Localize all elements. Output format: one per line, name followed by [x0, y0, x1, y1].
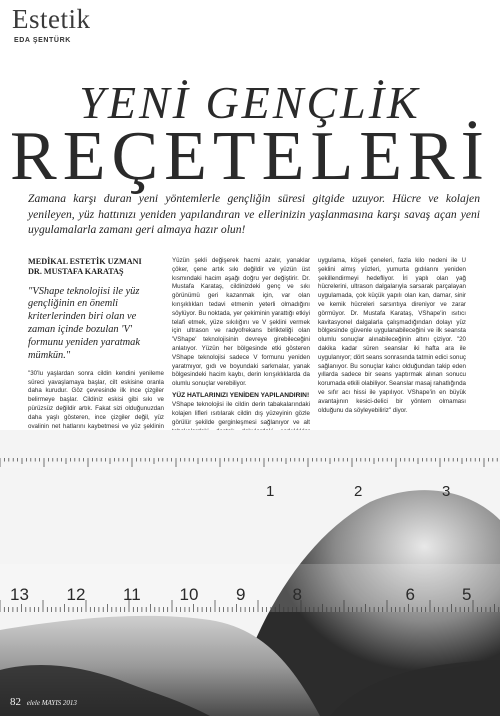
ruler-label: 9 — [236, 585, 246, 604]
headline-line-1: YENİ GENÇLİK — [79, 77, 421, 128]
article-column-3 — [318, 257, 466, 415]
ruler-label: 11 — [123, 585, 141, 604]
pull-quote: "VShape teknolojisi ile yüz gençliğinin en önemli kriterlerinden biri olan ve zaman içinde bozulan 'V' formunu yeniden yaratmak mümkün." — [28, 285, 140, 361]
author-name: EDA ŞENTÜRK — [14, 37, 71, 44]
ruler-label: 10 — [179, 585, 199, 604]
byline-title: MEDİKAL ESTETİK UZMANI — [28, 257, 142, 266]
ruler-label: 5 — [462, 585, 472, 604]
body-paragraph: Yüzün şekli değişerek hacmi azalır, yanaklar çöker, çene artık sıkı değildir ve yüzün üst kısmındaki hacim aşağı doğru yer değiştirir. Dr. Mustafa Karataş, cildinizdeki genç ve sıkı görünümü geri kazanmak için, var olan kırışıklıkları tedavi etmenin yeterli olmadığını söylüyor. Bu noktada, yer çekiminin yarattığı etkiyi telafi etmek, yüze sıkılığını ve V şeklini vermek için ultrason ve radyofrekans birlikteliği olan 'VShape' teknolojisinin devreye girebileceğini anlatıyor. Yüzün her bölgesinde etki gösteren VShape teknolojisi sadece V formunu yeniden yaratmıyor, gıdı ve boyundaki sarkmalar, yanak bölgesindeki hacim kaybı, derin kırışıklıklarda da olumlu sonuçlar verebiliyor. — [172, 257, 310, 388]
ruler-label: 2 — [354, 483, 363, 500]
ruler-label: 1 — [266, 483, 275, 500]
body-paragraph: "30'lu yaşlardan sonra cildin kendini yenileme süreci yavaşlamaya başlar, cilt eskisine oranla daha kurudur. Göz çevresinde ilk ince çizgiler belirmeye başlar. Cildiniz eskisi gibi sıkı ve pürüzsüz değildir artık. Fakat sizi olduğunuzdan daha yaşlı gösteren, ince çizgiler değil, yüz ovalinin net hatlarını kaybetmesi ve yüz şeklinin — [28, 369, 164, 430]
page-footer — [10, 696, 77, 708]
byline — [28, 257, 164, 278]
issue-label: elele MAYIS 2013 — [26, 699, 77, 707]
ruler-label: 12 — [66, 585, 86, 604]
page-number: 82 — [10, 696, 21, 708]
body-paragraph: uygulama, köşeli çeneleri, fazla kilo nedeni ile U şeklini almış yüzleri, yumurta gıdılarını yeniden şekillendirmeyi hedefliyor. İri yaplı olan yağ hücrelerini, ultrason dalgalarıyla sarsarak parçalayan uygulamada, çok küçük yapılı olan kan, damar, sinir ve kemik hücreleri sarsıntıya direniyor ve zarar görmüyor. Dr. Mustafa Karataş, VShape'in ısıtıcı kavitasyonel dalgalarla çalışmadığından dolayı yüz bölgesinde güvenle uygulanabileceğini ve ilk seansta olumlu sonuçlar alınabileceğinin altını çiziyor. "20 dakika kadar süren seanslar iki hafta ara ile uygulanıyor; dört seans sonrasında tatmin edici sonuç sağlanıyor. Bu sonuçlar kalıcı olduğundan takip eden yıllarda sadece bir seans yaptırmak alınan sonucu korumada etkili olabiliyor. Seanslar masaj rahatlığında ve sıfır acı hissi ile yapılıyor. VShape'in en büyük avantajının kesici-delici bir yöntem olmaması olduğunu da söyleyebiliriz" diyor. — [318, 257, 466, 414]
ruler-label: 13 — [10, 585, 29, 604]
body-paragraph: VShape teknolojisi ile cildin derin tabakalarındaki kolajen lifleri ısıtılarak cildin dış yüzeyinin gözle görülür şekilde gerginleşmesi sağlanıyor ve alt — [172, 401, 310, 426]
byline-name: DR. MUSTAFA KARATAŞ — [28, 267, 124, 277]
ruler-label: 3 — [442, 483, 451, 500]
headline-line-2: REÇETELERİ — [10, 118, 490, 195]
face-ruler-photo — [0, 430, 500, 716]
ruler-label: 6 — [405, 585, 415, 604]
ruler-label: 8 — [292, 585, 302, 604]
subheading: YÜZ HATLARINIZI YENİDEN YAPILANDIRIN! — [172, 391, 310, 399]
section-title: Estetik — [12, 4, 91, 34]
lead-paragraph: Zamana karşı duran yeni yöntemlerle gençliğin süresi gitgide uzuyor. Hücre ve kolajen yenileyen, yüz hattınızı yeniden yapılandıran ve ellerinizin yaşlanmasına karşı savaş açan yeni uygulamalarla zamanı geri almaya hazır olun! — [28, 192, 480, 237]
